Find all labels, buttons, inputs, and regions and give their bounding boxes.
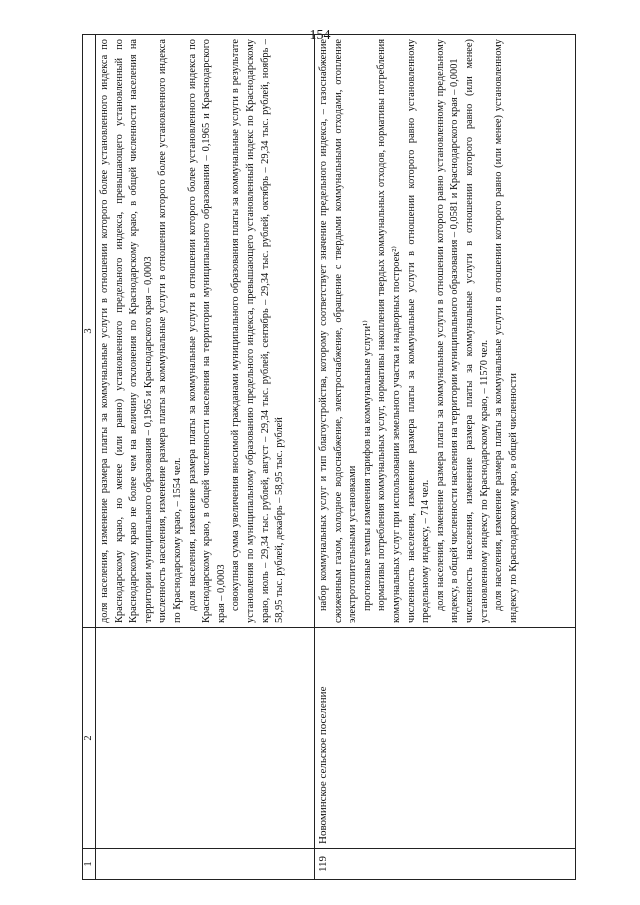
paragraph: доля населения, изменение размера платы за коммунальные услуги в отношении которого более установленного индекса по Краснодарскому краю, в общей численности населения на территории муниципального образования – 0,1965 и Краснодарского края – 0,0003 bbox=[186, 39, 227, 623]
paragraph: нормативы потребления коммунальных услуг, нормативы накопления твердых коммунальных отходов, нормативы потребления коммунальных услуг при использовании земельного участка и надворных построек²⁾ bbox=[376, 39, 402, 623]
header-col-3: 3 bbox=[83, 35, 96, 628]
paragraph: доля населения, изменение размера платы за коммунальные услуги в отношении которого равно (или менее) установленному индексу по Краснодарскому краю, в общей численности bbox=[493, 39, 519, 623]
continuation-row bbox=[96, 35, 315, 880]
header-col-2: 2 bbox=[83, 628, 96, 849]
paragraph: численность населения, изменение размера платы за коммунальные услуги в отношении которого более установленного индекса по Краснодарскому краю, – 1554 чел. bbox=[157, 39, 183, 623]
data-table bbox=[82, 34, 576, 880]
row-text-cell bbox=[315, 35, 576, 628]
paragraph: прогнозные темпы изменения тарифов на коммунальные услуги¹⁾ bbox=[361, 320, 373, 611]
header-col-1: 1 bbox=[83, 849, 96, 880]
paragraph: численность населения, изменение размера платы за коммунальные услуги в отношении которого равно установленному предельному индексу, – 714 чел. bbox=[405, 39, 432, 623]
paragraph: совокупная сумма увеличения вносимой гражданами муниципального образования платы за коммунальные услуги в результате установления по муниципальному образованию предельного индекса, превышающего установленный индекс по Краснодарскому краю, июль – 29,34 тыс. рублей, август – 29,34 тыс. рублей, сентябрь – 29,34 тыс. рублей, октябрь – 29,34 тыс. рублей, ноябрь – 58,95 тыс. рублей, декабрь – 58,95 тыс. рублей bbox=[230, 39, 286, 623]
continuation-text-cell bbox=[96, 35, 315, 628]
table-row bbox=[315, 35, 576, 880]
rotated-table-container bbox=[82, 39, 564, 880]
continuation-name-cell bbox=[96, 628, 315, 849]
continuation-number-cell bbox=[96, 849, 315, 880]
paragraph: численность населения, изменение размера платы за коммунальные услуги в отношении которого равно (или менее) установленному индексу по Краснодарскому краю, – 11570 чел. bbox=[463, 39, 490, 623]
page-number: 154 bbox=[309, 28, 331, 43]
paragraph: набор коммунальных услуг и тип благоустройства, которому соответствует значение предельного индекса, – газоснабжение сжиженным газом, холодное водоснабжение, электроснабжение, обращение с твердыми коммунальными отходами, отопление электротопительными установками bbox=[318, 39, 359, 623]
paragraph: доля населения, изменение размера платы за коммунальные услуги в отношении которого равно установленному предельному индексу, в общей численности населения на территории муниципального образования – 0,0581 и Краснодарского края – 0,0001 bbox=[434, 39, 461, 623]
row-number: 119 bbox=[315, 849, 576, 880]
settlement-name: Новоминское сельское поселение bbox=[315, 628, 576, 849]
table-header-row bbox=[83, 35, 96, 880]
paragraph: доля населения, изменение размера платы за коммунальные услуги в отношении которого более установленного индекса по Краснодарскому краю, но менее (или равно) установленного предельного индекса, превышающего установленный по Краснодарскому краю не более чем на величину отклонения по Краснодарскому краю, в общей численности населения на территории муниципального образования – 0,1965 и Краснодарского края – 0,0003 bbox=[99, 39, 154, 623]
